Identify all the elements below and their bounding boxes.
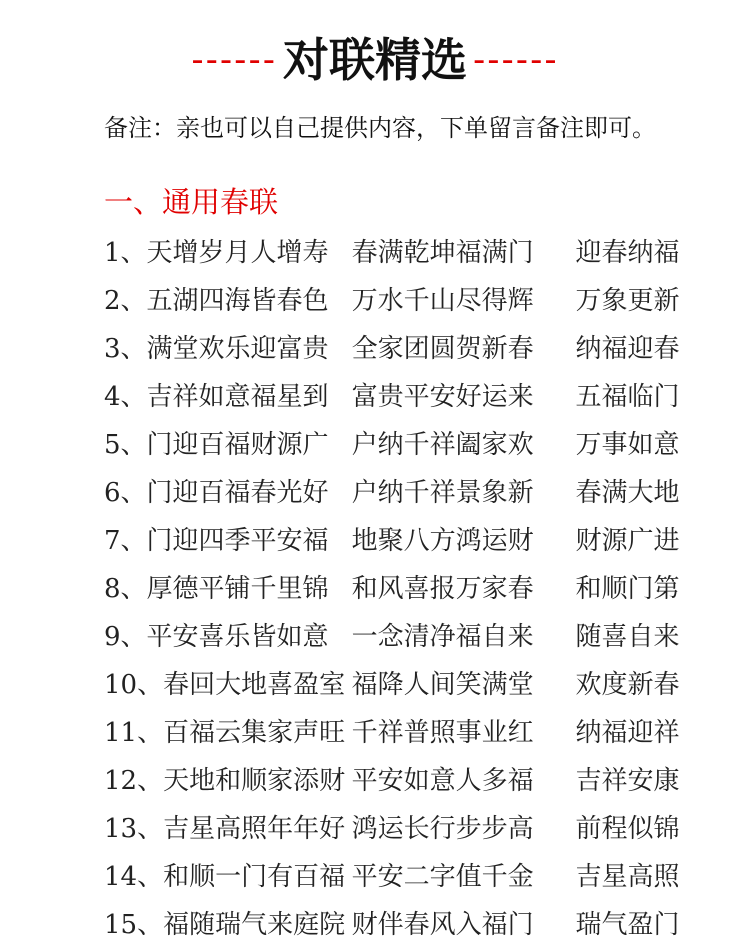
couplet-second-line: 千祥普照事业红 [351, 717, 534, 748]
couplet-first-line: 6、门迎百福春光好 [104, 477, 329, 508]
couplet-first-line: 3、满堂欢乐迎富贵 [104, 333, 329, 364]
couplet-row [104, 898, 724, 946]
couplet-row [104, 466, 724, 514]
title-dash-left: ------ [191, 40, 277, 80]
couplet-second-line: 财伴春风入福门 [351, 909, 534, 940]
couplet-first-line: 10、春回大地喜盈室 [104, 669, 346, 700]
couplet-banner: 财源广进 [575, 525, 680, 556]
couplet-banner: 纳福迎祥 [575, 717, 680, 748]
couplet-second-line: 地聚八方鸿运财 [351, 525, 534, 556]
couplet-second-line: 和风喜报万家春 [351, 573, 534, 604]
couplet-banner: 瑞气盈门 [575, 909, 680, 940]
couplet-banner: 春满大地 [575, 477, 680, 508]
section-title: 一、通用春联 [104, 185, 279, 219]
couplet-first-line: 8、厚德平铺千里锦 [104, 573, 329, 604]
couplet-row [104, 418, 724, 466]
couplet-second-line: 户纳千祥景象新 [351, 477, 534, 508]
couplet-second-line: 鸿运长行步步高 [351, 813, 534, 844]
couplet-row [104, 274, 724, 322]
couplet-banner: 迎春纳福 [575, 237, 680, 268]
remark-note: 备注：亲也可以自己提供内容，下单留言备注即可。 [104, 114, 656, 142]
couplet-row [104, 802, 724, 850]
couplet-first-line: 12、天地和顺家添财 [104, 765, 346, 796]
couplet-row [104, 562, 724, 610]
couplet-first-line: 7、门迎四季平安福 [104, 525, 329, 556]
couplet-first-line: 4、吉祥如意福星到 [104, 381, 329, 412]
couplet-second-line: 全家团圆贺新春 [351, 333, 534, 364]
couplet-first-line: 9、平安喜乐皆如意 [104, 621, 329, 652]
couplet-banner: 万事如意 [575, 429, 680, 460]
couplet-banner: 万象更新 [575, 285, 680, 316]
couplet-second-line: 万水千山尽得辉 [351, 285, 534, 316]
couplet-banner: 前程似锦 [575, 813, 680, 844]
couplet-second-line: 平安如意人多福 [351, 765, 534, 796]
couplet-row [104, 610, 724, 658]
couplet-banner: 和顺门第 [575, 573, 680, 604]
couplet-second-line: 一念清净福自来 [351, 621, 534, 652]
couplet-row [104, 850, 724, 898]
couplet-first-line: 2、五湖四海皆春色 [104, 285, 329, 316]
couplet-first-line: 13、吉星高照年年好 [104, 813, 346, 844]
couplet-row [104, 754, 724, 802]
couplet-banner: 纳福迎春 [575, 333, 680, 364]
couplet-row [104, 226, 724, 274]
couplet-first-line: 1、天增岁月人增寿 [104, 237, 329, 268]
couplet-second-line: 福降人间笑满堂 [351, 669, 534, 700]
title-dash-right: ------ [473, 40, 559, 80]
couplet-second-line: 春满乾坤福满门 [351, 237, 534, 268]
page-title: 对联精选 [283, 33, 467, 87]
couplet-list [104, 226, 724, 946]
couplet-row [104, 322, 724, 370]
couplet-first-line: 5、门迎百福财源广 [104, 429, 329, 460]
couplet-first-line: 15、福随瑞气来庭院 [104, 909, 346, 940]
title-row [0, 30, 750, 90]
couplet-second-line: 富贵平安好运来 [351, 381, 534, 412]
couplet-banner: 吉星高照 [575, 861, 680, 892]
couplet-first-line: 11、百福云集家声旺 [104, 717, 346, 748]
couplet-first-line: 14、和顺一门有百福 [104, 861, 346, 892]
couplet-second-line: 平安二字值千金 [351, 861, 534, 892]
couplet-second-line: 户纳千祥阖家欢 [351, 429, 534, 460]
couplet-banner: 随喜自来 [575, 621, 680, 652]
couplet-banner: 欢度新春 [575, 669, 680, 700]
couplet-banner: 吉祥安康 [575, 765, 680, 796]
couplet-row [104, 514, 724, 562]
couplet-row [104, 706, 724, 754]
couplet-row [104, 370, 724, 418]
couplet-banner: 五福临门 [575, 381, 680, 412]
couplet-row [104, 658, 724, 706]
